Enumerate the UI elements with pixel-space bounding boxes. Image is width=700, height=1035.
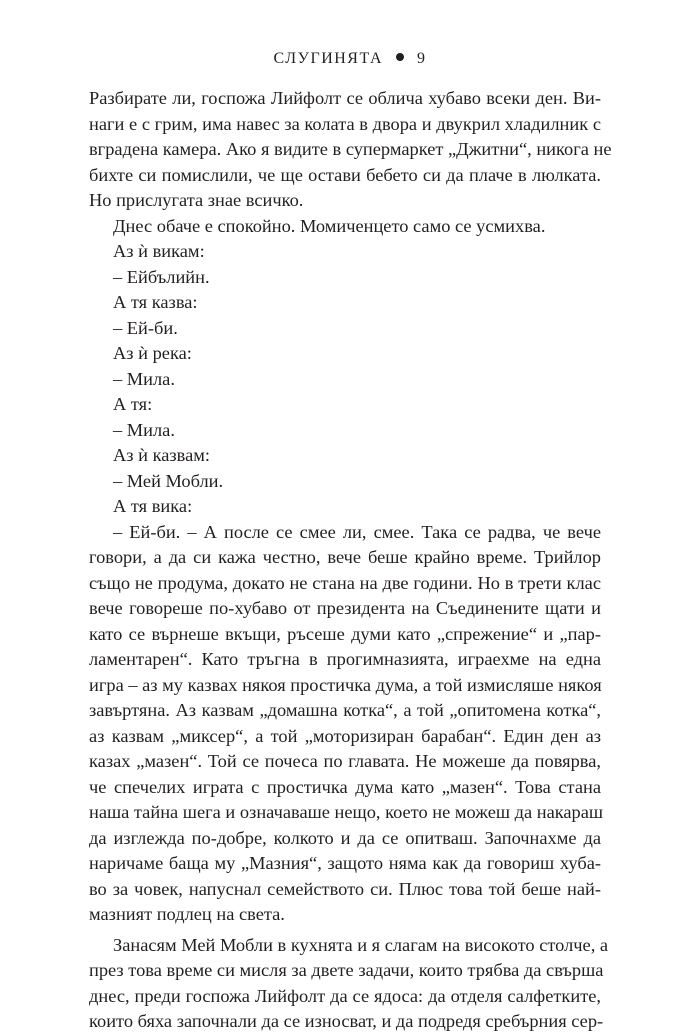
- paragraph: [89, 86, 612, 214]
- paragraph: [89, 239, 601, 265]
- text-line: говори, а да си кажа честно, вече беше крайно време. Трийлор: [89, 547, 601, 567]
- paragraph: [89, 290, 601, 316]
- bullet-separator-icon: [396, 53, 404, 61]
- text-line: ламентарен“. Като тръгна в прогимназията, играехме на една: [89, 649, 601, 669]
- text-line: Но прислугата знае всичко.: [89, 190, 304, 210]
- text-line: А тя вика:: [113, 496, 193, 516]
- text-line: – Мила.: [113, 368, 175, 389]
- paragraph: [89, 392, 601, 418]
- text-line: Днес обаче е спокойно. Момиченцето само се усмихва.: [113, 215, 546, 236]
- text-line: Аз ѝ викам:: [113, 241, 205, 261]
- text-line: вече говореше по-хубаво от президента на Съединените щати и: [89, 598, 601, 618]
- text-line: завъртяна. Аз казвам „домашна котка“, а той „опитомена котка“,: [89, 700, 601, 720]
- text-line: през това време си мисля за двете задачи, които трябва да свърша: [89, 960, 604, 980]
- text-line: Аз ѝ казвам:: [113, 445, 211, 465]
- paragraph: [89, 933, 609, 1035]
- text-line: – Ей-би.: [113, 317, 178, 338]
- text-line: които бяха започнали да се износват, и да подредя сребърния сер-: [89, 1011, 604, 1031]
- text-line: вградена камера. Ако я видите в супермаркет „Джитни“, никога не: [89, 139, 612, 159]
- text-line: също не продума, докато не стана на две години. Но в трети клас: [89, 572, 601, 593]
- text-line: – Ейбълийн.: [113, 266, 210, 287]
- paragraph: [89, 341, 601, 367]
- paragraph: [89, 418, 601, 444]
- paragraph: [89, 443, 601, 469]
- text-line: аз казвам „миксер“, а той „моторизиран барабан“. Един ден аз: [89, 725, 601, 746]
- text-line: бихте си помислили, че ще остави бебето си да плаче в люлката.: [89, 164, 601, 185]
- running-head: [0, 49, 700, 69]
- text-line: Занасям Мей Мобли в кухнята и я слагам на високото столче, а: [113, 934, 609, 955]
- paragraph: [89, 265, 601, 291]
- text-line: – Мей Мобли.: [113, 470, 224, 491]
- paragraph: [89, 469, 601, 495]
- text-line: наша тайна шега и означаваше нещо, което не можеш да накараш: [89, 802, 604, 822]
- body-text: [89, 86, 612, 1035]
- text-line: игра – аз му казвах някоя простичка дума, а той измисляше някоя: [89, 674, 602, 695]
- paragraph: [89, 367, 601, 393]
- page-number: 9: [417, 50, 427, 67]
- text-line: во за човек, напуснал семейството си. Плюс това той беше най-: [89, 878, 601, 899]
- paragraph: [89, 214, 601, 240]
- running-head-title: СЛУГИНЯТА: [273, 50, 383, 67]
- text-line: А тя казва:: [113, 292, 198, 312]
- text-line: казах „мазен“. Той се почеса по главата. Не можеше да повярва,: [89, 751, 601, 771]
- paragraph: [89, 316, 601, 342]
- text-line: Разбирате ли, госпожа Лийфолт се облича хубаво всеки ден. Ви-: [89, 88, 601, 108]
- text-line: наги е с грим, има навес за колата в двора и двукрил хладилник с: [89, 113, 601, 134]
- text-line: днес, преди госпожа Лийфолт да се ядоса: да отделя салфетките,: [89, 985, 601, 1006]
- text-line: – Мила.: [113, 419, 175, 440]
- paragraph: [89, 494, 601, 520]
- text-line: мазният подлец на света.: [89, 904, 285, 924]
- text-line: като се върнеше вкъщи, ръсеше думи като „спрежение“ и „пар-: [89, 623, 601, 644]
- text-line: да изглежда по-добре, колкото и да се опитваш. Започнахме да: [89, 827, 601, 848]
- paragraph: [89, 520, 604, 928]
- text-line: – Ей-би. – А после се смее ли, смее. Така се радва, че вече: [113, 521, 601, 542]
- text-line: А тя:: [113, 394, 153, 414]
- text-line: Аз ѝ река:: [113, 343, 192, 363]
- text-line: че спечелих играта с простичка дума като „мазен“. Това стана: [89, 776, 601, 797]
- text-line: наричаме баща му „Мазния“, защото няма как да говориш хуба-: [89, 853, 601, 873]
